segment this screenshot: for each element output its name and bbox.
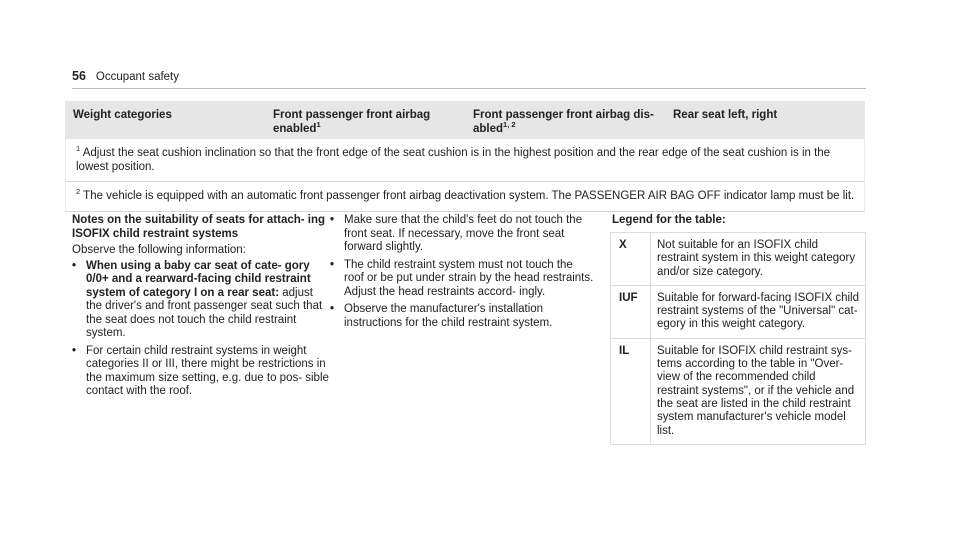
column-header-rear-seat (665, 101, 865, 139)
legend-key: IUF (611, 285, 651, 338)
bullet-icon: • (330, 303, 335, 315)
list-item-text: Observe the manufacturer's installation instructions for the child restraint system. (344, 303, 553, 329)
bullet-icon: • (330, 214, 335, 226)
list-item-text: adjust the driver's and front passenger seat such that the seat does not touch the child restraint system. (86, 286, 323, 339)
bullet-icon: • (72, 259, 77, 272)
legend-heading: Legend for the table: (612, 214, 726, 226)
legend-description: Suitable for forward-facing ISOFIX child restraint systems of the "Universal" cat- egory in this weight category. (651, 285, 866, 338)
notes-column-1 (72, 214, 335, 403)
legend-key: IL (611, 338, 651, 444)
notes-list-2 (330, 214, 595, 330)
bullet-icon: • (330, 258, 335, 271)
footnote-mark: 1 (76, 144, 81, 154)
column-header-label: Rear seat left, right (673, 109, 778, 121)
table-row (611, 233, 866, 286)
list-item (72, 258, 335, 341)
table-row (611, 285, 866, 338)
legend-description: Suitable for ISOFIX child restraint sys- tems according to the table in "Over- view of the recommended child restraint systems", or if the vehicle and the seat are listed in the child restraint system manufacturer's vehicle model list. (651, 338, 866, 444)
footnote-ref: 1 (316, 120, 321, 130)
footnote-text: The vehicle is equipped with an automatic front passenger front airbag deactivation system. The PASSENGER AIR BAG OFF indicator lamp must be lit. (83, 190, 855, 202)
legend-key: X (611, 233, 651, 286)
footnote-mark: 2 (76, 187, 81, 197)
notes-heading: Notes on the suitability of seats for attach- ing ISOFIX child restraint systems (72, 214, 326, 240)
notes-list-1 (72, 258, 335, 399)
table-footnote-1 (65, 139, 865, 182)
table-row (611, 338, 866, 444)
table-footnote-2 (65, 182, 865, 212)
notes-intro: Observe the following information: (72, 244, 246, 256)
column-header-label: Front passenger front airbag enabled (273, 109, 431, 135)
legend-table (610, 232, 866, 445)
table-header-row (65, 101, 865, 139)
list-item-bold-lead: When using a baby car seat of cate- gory 0/0+ and a rearward-facing child restraint system of category I on a rear seat: (86, 259, 311, 299)
list-item (330, 259, 595, 300)
section-title: Occupant safety (95, 71, 180, 83)
page-number: 56 (72, 69, 86, 83)
footnote-text: Adjust the seat cushion inclination so that the front edge of the seat cushion is in the highest position and the rear edge of the seat cushion is in the lowest position. (76, 147, 831, 173)
bullet-icon: • (72, 344, 77, 357)
list-item (72, 345, 332, 399)
footnote-ref: 1, 2 (503, 120, 516, 130)
notes-column-2 (330, 214, 595, 334)
header-divider (72, 88, 866, 89)
legend-description: Not suitable for an ISOFIX child restraint system in this weight category and/or size category. (651, 233, 866, 286)
column-header-weight-categories (65, 101, 265, 139)
list-item (330, 214, 595, 255)
column-header-airbag-enabled (265, 101, 465, 139)
list-item-text: Make sure that the child's feet do not touch the front seat. If necessary, move the front seat forward slightly. (344, 214, 583, 253)
list-item-text: The child restraint system must not touch the roof or be put under strain by the head restraints. Adjust the head restraints accord- ingly. (344, 258, 594, 298)
page-header (72, 70, 179, 85)
column-header-airbag-disabled (465, 101, 665, 139)
weight-categories-table (65, 101, 865, 212)
list-item-text: For certain child restraint systems in weight categories II or III, there might be restrictions in the maximum size setting, e.g. due to pos- sible contact with the roof. (86, 344, 329, 397)
column-header-label: Weight categories (73, 109, 172, 121)
column-header-label: Front passenger front airbag dis- abled (473, 109, 654, 135)
list-item (330, 303, 595, 330)
